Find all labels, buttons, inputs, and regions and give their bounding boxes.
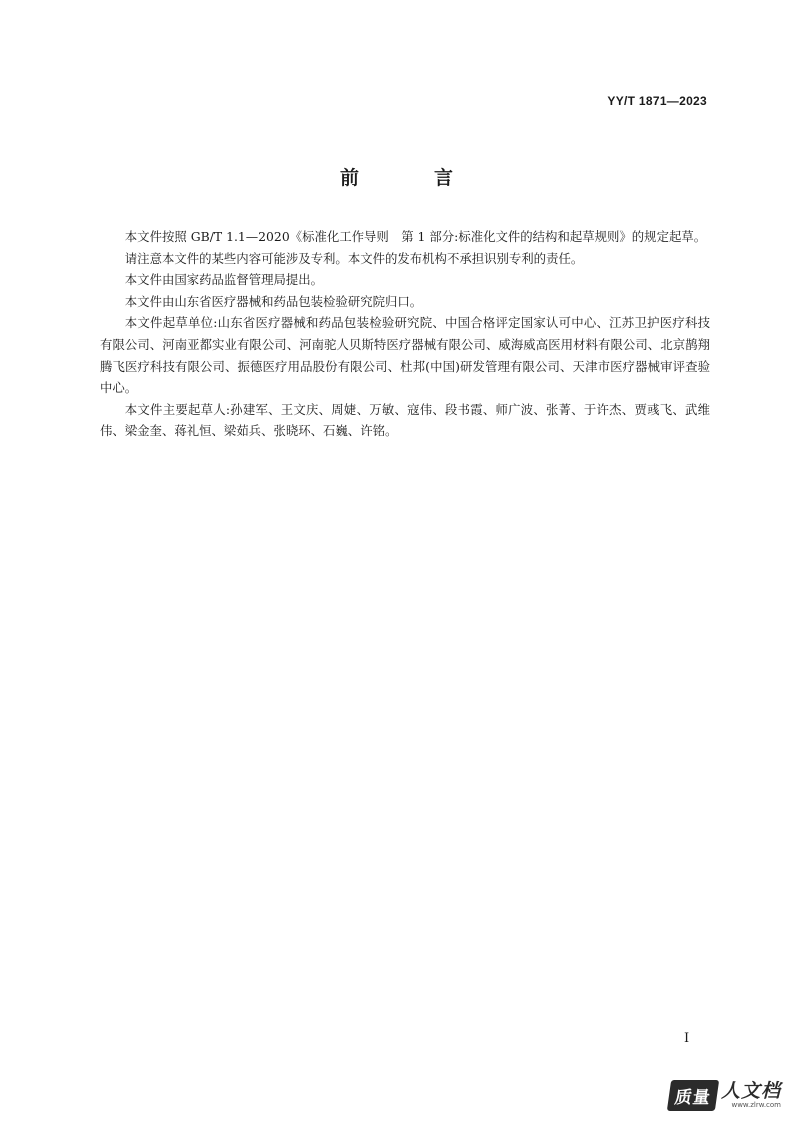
page-number: I	[684, 1031, 690, 1046]
document-body	[100, 226, 710, 442]
paragraph-drafters: 本文件主要起草人:孙建军、王文庆、周婕、万敏、寇伟、段书霞、师广波、张菁、于许杰、贾彧飞、武维伟、梁金奎、蒋礼恒、梁茹兵、张晓环、石巍、许铭。	[100, 401, 710, 439]
paragraph-drafting-rules: 本文件按照 GB/T 1.1—2020《标准化工作导则 第 1 部分:标准化文件的结构和起草规则》的规定起草。	[124, 229, 707, 244]
standard-code: YY/T 1871—2023	[607, 94, 707, 108]
page-title: 前 言	[339, 167, 481, 189]
watermark-box-text: 质量	[667, 1080, 719, 1111]
watermark-logo	[669, 1078, 781, 1112]
watermark-text: 人文档	[720, 1080, 781, 1102]
paragraph-drafting-units: 本文件起草单位:山东省医疗器械和药品包装检验研究院、中国合格评定国家认可中心、江苏卫护医疗科技有限公司、河南亚都实业有限公司、河南驼人贝斯特医疗器械有限公司、威海威高医用材料有限公司、北京鹊翔腾飞医疗科技有限公司、振德医疗用品股份有限公司、杜邦(中国)研发管理有限公司、天津市医疗器械审评查验中心。	[100, 315, 710, 396]
watermark-right	[721, 1081, 781, 1109]
paragraph-proposer: 本文件由国家药品监督管理局提出。	[124, 272, 324, 288]
watermark-url: www.zlrw.com	[731, 1101, 781, 1109]
paragraph-centralized: 本文件由山东省医疗器械和药品包装检验研究院归口。	[124, 293, 423, 309]
paragraph-patent-notice: 请注意本文件的某些内容可能涉及专利。本文件的发布机构不承担识别专利的责任。	[124, 250, 584, 266]
